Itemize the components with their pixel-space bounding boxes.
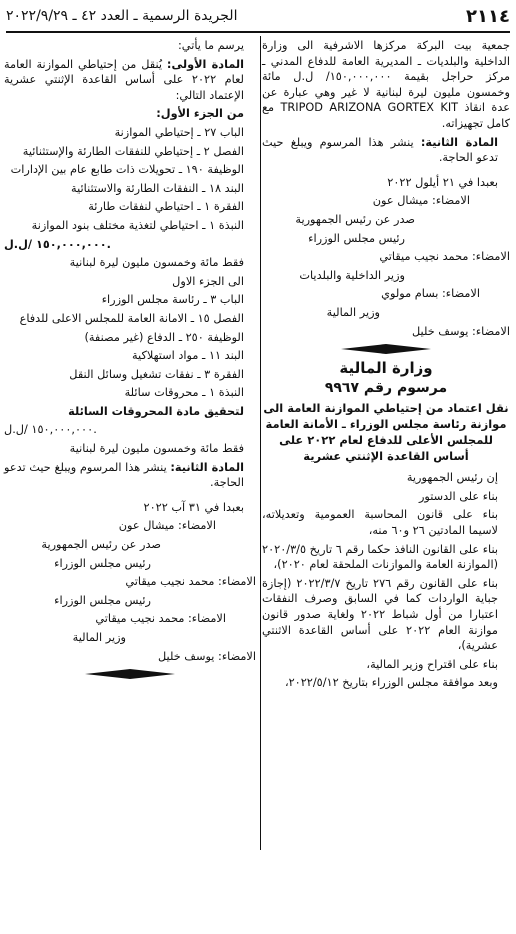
- pm-title: رئيس مجلس الوزراء: [308, 231, 405, 245]
- decrees-following: يرسم ما يأتي:: [178, 39, 244, 52]
- finance-minister-title: وزير المالية: [326, 305, 380, 319]
- basis-law-276: بناء على القانون رقم ٢٧٦ تاريخ ٢٠٢٢/٣/٧ (إجازة جباية الواردات كما في السابق وصرف النفقات اعتبارا من أول شباط ٢٠٢٢ ولغاية صدور قانون موازنة العام ٢٠٢٢ على أساس القاعدة الاثنتي عشرية)،: [262, 576, 498, 653]
- basis-law-6: بناء على القانون النافذ حكما رقم ٦ تاريخ ٢٠٢٠/٣/٥ (الموازنة العامة والموازنات الملحقة لعام ٢٠٢٠)،: [262, 542, 498, 572]
- basis-accounting-law: بناء على قانون المحاسبة العمومية وتعديلاته، لاسيما المادتين ٢٦ و٦٠ منه،: [262, 508, 498, 538]
- signature-finance-left: الامضاء: يوسف خليل: [158, 649, 256, 663]
- article-two-left-text: ينشر هذا المرسوم ويبلغ حيث تدعو الحاجة.: [4, 460, 244, 490]
- to-line: الوظيفة ٢٥٠ ـ الدفاع (غير مصنفة): [84, 330, 244, 344]
- signature-president-left: الامضاء: ميشال عون: [118, 519, 216, 533]
- to-line: الفقرة ٣ ـ نفقات تشغيل وسائل النقل: [69, 367, 244, 381]
- to-line: الفصل ١٥ ـ الامانة العامة للمجلس الاعلى للدفاع: [19, 311, 244, 325]
- amount-two: ١٥٠,٠٠٠,٠٠٠ /ل.ل.: [4, 423, 97, 437]
- to-line: الباب ٣ ـ رئاسة مجلس الوزراء: [101, 293, 244, 307]
- issued-by: صدر عن رئيس الجمهورية: [295, 212, 415, 226]
- page-number: ٢١١٤: [466, 6, 510, 27]
- signature-president: الامضاء: ميشال عون: [372, 194, 470, 208]
- pm-title-left: رئيس مجلس الوزراء: [54, 556, 151, 570]
- article-two-text: ينشر هذا المرسوم ويبلغ حيث تدعو الحاجة.: [262, 135, 498, 165]
- header-rule: [6, 31, 510, 33]
- basis-proposal: بناء على اقتراح وزير المالية،: [366, 657, 498, 671]
- signature-pm-left-2: الامضاء: محمد نجيب ميقاتي: [95, 612, 226, 626]
- from-line: الوظيفة ١٩٠ ـ تحويلات ذات طابع عام بين الإدارات: [10, 163, 244, 177]
- article-one-label: المادة الأولى:: [166, 57, 245, 71]
- interior-minister-title: وزير الداخلية والبلديات: [299, 268, 405, 282]
- to-part-heading: الى الجزء الاول: [172, 274, 244, 288]
- page-header: [6, 6, 510, 32]
- amount-one-words: فقط مائة وخمسون مليون ليرة لبنانية: [69, 256, 244, 270]
- to-line: البند ١١ ـ مواد استهلاكية: [131, 349, 244, 363]
- signature-interior: الامضاء: بسام مولوي: [381, 287, 480, 301]
- from-line: الفصل ٢ ـ إحتياطي للنفقات الطارئة والإستثنائية: [22, 144, 244, 158]
- pm-title-left-2: رئيس مجلس الوزراء: [54, 593, 151, 607]
- right-column: [262, 38, 510, 694]
- amount-two-words: فقط مائة وخمسون مليون ليرة لبنانية: [69, 442, 244, 456]
- left-column: [4, 38, 256, 686]
- article-two-left: [4, 460, 256, 491]
- from-part-heading: من الجزء الأول:: [156, 107, 244, 121]
- from-line: البند ١٨ ـ النفقات الطارئة والاستثنائية: [71, 181, 244, 195]
- signature-finance: الامضاء: يوسف خليل: [412, 324, 510, 338]
- from-line: النبذة ١ ـ احتياطي لتغذية مختلف بنود الموازنة: [31, 218, 244, 232]
- article-two-label: المادة الثانية:: [420, 135, 498, 149]
- decree-intro-text: جمعية بيت البركة مركزها الاشرفية الى وزارة الداخلية والبلديات ـ المديرية العامة للدفاع المدني ـ مركز حراجل بقيمة ١٥٠,٠٠٠,٠٠٠/ ل.ل مائة وخمسون مليون ليرة لبنانية لا غير وهي عبارة عن عدة انقاذ TRIPOD ARIZONA GORTEX KIT مع كامل تجهيزاته.: [262, 39, 510, 130]
- gazette-title: الجريدة الرسمية ـ العدد ٤٢ ـ ٢٠٢٢/٩/٢٩: [6, 8, 238, 24]
- article-two: [262, 135, 510, 166]
- article-one-text: يُنقل من إحتياطي الموازنة العامة لعام ٢٠٢٢ على أساس القاعدة الإثنتي عشرية الإعتماد التالي:: [4, 57, 245, 102]
- article-two-left-label: المادة الثانية:: [170, 460, 244, 474]
- section-separator: [341, 343, 431, 355]
- finance-minister-title-left: وزير المالية: [72, 631, 126, 644]
- purpose-line: لتحقيق مادة المحروقات السائلة: [68, 404, 244, 418]
- decree-number-heading: مرسوم رقم ٩٩٦٧: [324, 379, 448, 396]
- from-line: الباب ٢٧ ـ إحتياطي الموازنة: [114, 125, 244, 139]
- ministry-heading: وزارة المالية: [339, 359, 433, 378]
- basis-council-approval: وبعد موافقة مجلس الوزراء بتاريخ ٢٠٢٢/٥/١٢،: [284, 676, 498, 690]
- amount-one: ١٥٠,٠٠٠,٠٠٠ /ل.ل.: [4, 237, 111, 251]
- issued-by-left: صدر عن رئيس الجمهورية: [41, 538, 161, 552]
- decree-subject: نقل اعتماد من إحتياطي الموازنة العامة الى موازنة رئاسة مجلس الوزراء ـ الأمانة العامة للمجلس الأعلى للدفاع لعام ٢٠٢٢ على أساس القاعدة الإثنتي عشرية: [263, 401, 509, 464]
- to-line: النبذة ١ ـ محروقات سائلة: [124, 386, 244, 400]
- signing-date: بعبدا في ٢١ أيلول ٢٠٢٢: [387, 175, 498, 189]
- signing-date-left: بعبدا في ٣١ آب ٢٠٢٢: [143, 500, 244, 514]
- basis-constitution: بناء على الدستور: [418, 489, 498, 503]
- from-line: الفقرة ١ ـ احتياطي لنفقات طارئة: [88, 200, 244, 214]
- president-line: إن رئيس الجمهورية: [406, 471, 498, 485]
- article-one: [4, 57, 256, 104]
- signature-pm: الامضاء: محمد نجيب ميقاتي: [379, 250, 510, 264]
- section-separator-left: [85, 668, 175, 680]
- signature-pm-left: الامضاء: محمد نجيب ميقاتي: [125, 575, 256, 589]
- column-divider: [260, 36, 261, 850]
